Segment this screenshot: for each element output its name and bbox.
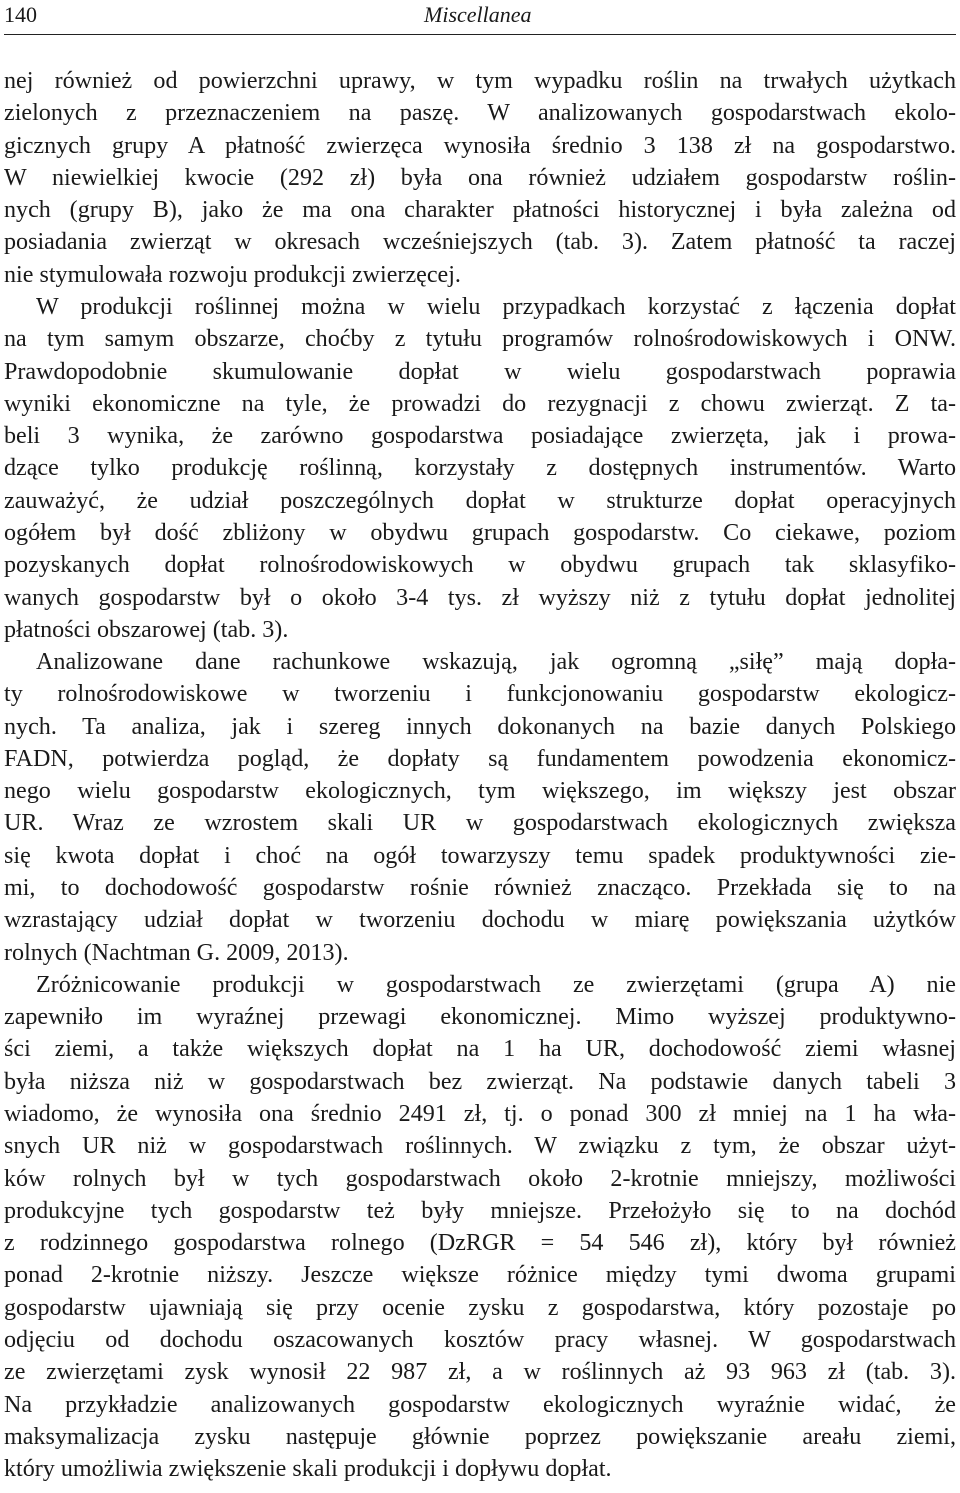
text-line: ści ziemi, a także większych dopłat na 1 ha UR, dochodowość ziemi własnej — [4, 1036, 956, 1063]
text-line: ponad 2-krotnie niższy. Jeszcze większe różnice między tymi dwoma grupami — [4, 1262, 956, 1289]
text-line: Prawdopodobnie skumulowanie dopłat w wielu gospodarstwach poprawia — [4, 358, 956, 385]
text-line: zauważyć, że udział poszczególnych dopłat w strukturze dopłat operacyjnych — [4, 487, 956, 514]
text-line: wanych gospodarstw był o około 3-4 tys. zł wyższy niż z tytułu dopłat jednolitej — [4, 584, 956, 611]
text-line: nego wielu gospodarstw ekologicznych, tym większego, im większy jest obszar — [4, 778, 956, 805]
text-line: wyniki ekonomiczne na tyle, że prowadzi do rezygnacji z chowu zwierząt. Z ta- — [4, 390, 956, 417]
text-line: z rodzinnego gospodarstwa rolnego (DzRGR = 54 546 zł), który był również — [4, 1230, 956, 1257]
text-line: Na przykładzie analizowanych gospodarstw ekologicznych wyraźnie widać, że — [4, 1391, 956, 1418]
text-line: Zróżnicowanie produkcji w gospodarstwach ze zwierzętami (grupa A) nie — [36, 971, 956, 998]
text-line: była niższa niż w gospodarstwach bez zwierząt. Na podstawie danych tabeli 3 — [4, 1068, 956, 1095]
text-line: Analizowane dane rachunkowe wskazują, jak ogromną „siłę” mają dopła- — [36, 649, 956, 676]
text-line: zapewniło im wyraźnej przewagi ekonomicznej. Mimo wyższej produktywno- — [4, 1004, 956, 1031]
paragraph — [4, 65, 956, 291]
text-line: produkcyjne tych gospodarstw też były mniejsze. Przełożyło się to na dochód — [4, 1197, 956, 1224]
text-line: W produkcji roślinnej można w wielu przypadkach korzystać z łączenia dopłat — [36, 293, 956, 320]
text-line: nie stymulowała rozwoju produkcji zwierzęcej. — [4, 261, 461, 288]
text-line: beli 3 wynika, że zarówno gospodarstwa posiadające zwierzęta, jak i prowa- — [4, 423, 956, 450]
text-line: pozyskanych dopłat rolnośrodowiskowych w obydwu grupach tak sklasyfiko- — [4, 552, 956, 579]
paragraph — [4, 646, 956, 969]
paragraph — [4, 969, 956, 1486]
text-line: wzrastający udział dopłat w tworzeniu dochodu w miarę powiększania użytków — [4, 907, 956, 934]
text-line: nych (grupy B), jako że ma ona charakter płatności historycznej i była zależna od — [4, 197, 956, 224]
text-line: FADN, potwierdza pogląd, że dopłaty są fundamentem powodzenia ekonomicz- — [4, 745, 956, 772]
paragraph — [4, 291, 956, 646]
text-line: snych UR niż w gospodarstwach roślinnych. W związku z tym, że obszar użyt- — [4, 1133, 956, 1160]
text-line: nej również od powierzchni uprawy, w tym wypadku roślin na trwałych użytkach — [4, 68, 956, 94]
text-line: który umożliwia zwiększenie skali produkcji i dopływu dopłat. — [4, 1456, 612, 1483]
text-line: gicznych grupy A płatność zwierzęca wynosiła średnio 3 138 zł na gospodarstwo. — [4, 132, 956, 159]
text-line: ogółem był dość zbliżony w obydwu grupach gospodarstw. Co ciekawe, poziom — [4, 519, 956, 546]
text-line: W niewielkiej kwocie (292 zł) była ona również udziałem gospodarstw roślin- — [4, 164, 956, 191]
text-line: maksymalizacja zysku następuje głównie poprzez powiększanie areału ziemi, — [4, 1423, 956, 1450]
text-line: wiadomo, że wynosiła ona średnio 2491 zł, tj. o ponad 300 zł mniej na 1 ha wła- — [4, 1101, 956, 1127]
text-line: ków rolnych był w tych gospodarstwach około 2-krotnie mniejszy, możliwości — [4, 1165, 956, 1192]
text-line: odjęciu od dochodu oszacowanych kosztów pracy własnej. W gospodarstwach — [4, 1326, 956, 1353]
page-number: 140 — [4, 2, 37, 27]
text-line: ty rolnośrodowiskowe w tworzeniu i funkcjonowaniu gospodarstw ekologicz- — [4, 681, 956, 708]
body-text — [4, 65, 956, 1485]
running-head: Miscellanea — [424, 2, 532, 27]
text-line: na tym samym obszarze, choćby z tytułu programów rolnośrodowiskowych i ONW. — [4, 326, 956, 353]
text-line: gospodarstw ujawniają się przy ocenie zysku z gospodarstwa, który pozostaje po — [4, 1294, 956, 1321]
text-line: płatności obszarowej (tab. 3). — [4, 616, 289, 643]
text-line: się kwota dopłat i choć na ogół towarzyszy temu spadek produktywności zie- — [4, 842, 956, 869]
text-line: zielonych z przeznaczeniem na paszę. W analizowanych gospodarstwach ekolo- — [4, 100, 956, 127]
text-line: posiadania zwierząt w okresach wcześniejszych (tab. 3). Zatem płatność ta raczej — [4, 229, 956, 256]
page-header — [4, 0, 956, 35]
text-line: mi, to dochodowość gospodarstw rośnie również znacząco. Przekłada się to na — [4, 875, 956, 902]
text-line: ze zwierzętami zysk wynosił 22 987 zł, a w roślinnych aż 93 963 zł (tab. 3). — [4, 1359, 956, 1386]
text-line: nych. Ta analiza, jak i szereg innych dokonanych na bazie danych Polskiego — [4, 713, 956, 740]
text-line: rolnych (Nachtman G. 2009, 2013). — [4, 939, 349, 966]
text-line: dzące tylko produkcję roślinną, korzystały z dostępnych instrumentów. Warto — [4, 455, 956, 482]
text-line: UR. Wraz ze wzrostem skali UR w gospodarstwach ekologicznych zwiększa — [4, 810, 956, 837]
